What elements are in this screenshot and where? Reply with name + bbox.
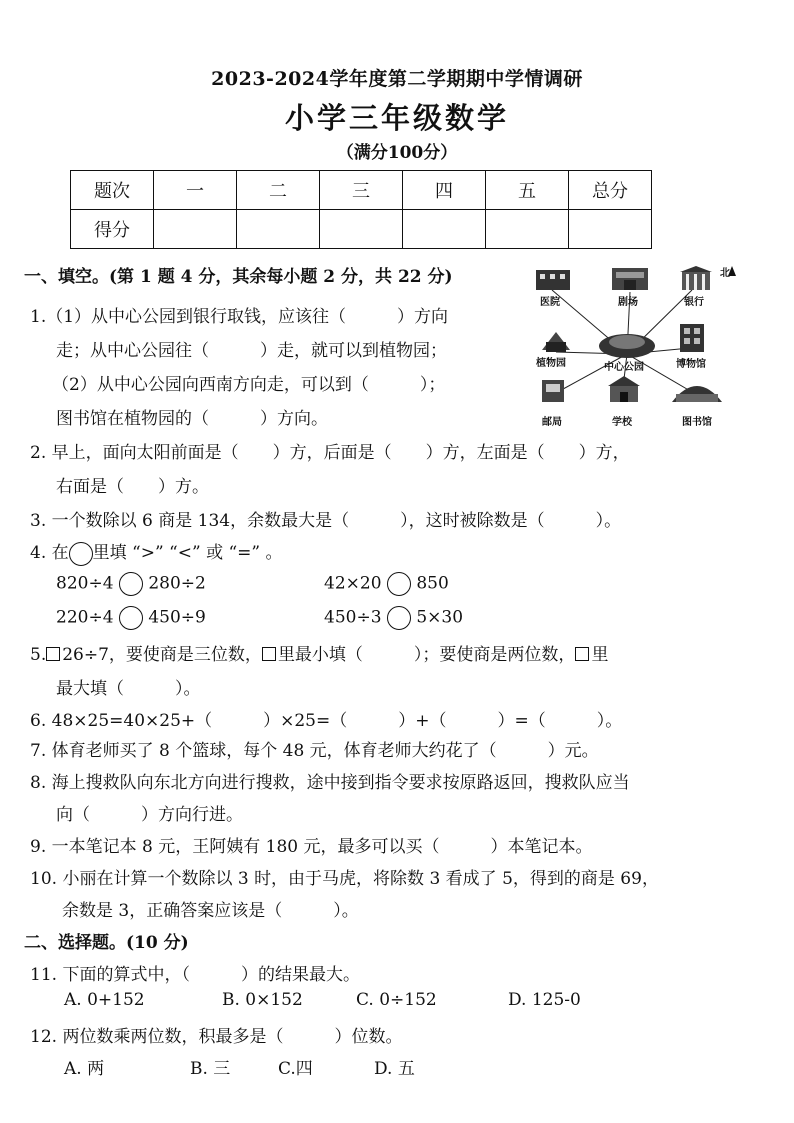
compare-circle-blank[interactable] (119, 606, 143, 630)
question-11: 11. 下面的算式中，（ ）的结果最大。 (30, 965, 360, 985)
compare-right: 280÷2 (148, 573, 206, 594)
blank-square-icon (575, 647, 589, 661)
question-1-line-4: 图书馆在植物园的（ ）方向。 (56, 409, 328, 429)
compare-circle-icon (69, 542, 93, 566)
compare-item (324, 606, 463, 630)
compare-left: 42×20 (324, 573, 382, 594)
score-blank-cell[interactable] (237, 210, 320, 249)
map-label-hospital: 医院 (540, 297, 560, 308)
question-3: 3. 一个数除以 6 商是 134，余数最大是（ ），这时被除数是（ ）。 (30, 511, 622, 531)
compare-right: 5×30 (416, 607, 464, 628)
option-d[interactable]: D. 五 (374, 1059, 415, 1079)
score-table-cell: 得分 (71, 210, 154, 249)
question-1-line-2: 走；从中心公园往（ ）走，就可以到植物园； (56, 341, 447, 361)
question-5-number: 5. (30, 645, 47, 665)
library-building-icon (672, 386, 722, 402)
compare-left: 220÷4 (56, 607, 114, 628)
blank-square-icon (46, 647, 60, 661)
question-5-line-1 (30, 640, 608, 665)
full-score-note: （满分100分） (336, 143, 458, 163)
map-label-center: 中心公园 (604, 362, 644, 373)
map-label-library: 图书馆 (682, 417, 712, 428)
option-a[interactable]: A. 两 (64, 1059, 105, 1079)
score-blank-cell[interactable] (320, 210, 403, 249)
question-4-prompt-b: 里填 “>” “<” 或 “=” 。 (92, 543, 283, 563)
option-a[interactable]: A. 0+152 (64, 990, 145, 1010)
compare-left: 450÷3 (324, 607, 382, 628)
compare-left: 820÷4 (56, 573, 114, 594)
map-label-theater: 剧场 (618, 297, 638, 308)
question-2-line-2: 右面是（ ）方。 (56, 477, 209, 497)
score-blank-cell[interactable] (486, 210, 569, 249)
question-5-text-b: 里最小填（ ）；要使商是两位数， (277, 645, 576, 665)
option-c[interactable]: C. 0÷152 (356, 990, 437, 1010)
option-d[interactable]: D. 125-0 (508, 990, 581, 1010)
compare-circle-blank[interactable] (387, 606, 411, 630)
question-1-line-3: （2）从中心公园向西南方向走，可以到（ ）； (52, 375, 446, 395)
park-direction-map (512, 262, 742, 432)
score-table-cell: 三 (320, 171, 403, 210)
compare-circle-blank[interactable] (387, 572, 411, 596)
exam-title: 2023-2024学年度第二学期期中学情调研 (211, 68, 583, 90)
map-label-school: 学校 (612, 417, 632, 428)
bank-building-icon (680, 266, 712, 290)
map-label-botanical: 植物园 (536, 358, 566, 369)
score-blank-cell[interactable] (403, 210, 486, 249)
compare-item (56, 606, 206, 630)
score-blank-cell[interactable] (154, 210, 237, 249)
map-label-post: 邮局 (542, 417, 562, 428)
school-building-icon (608, 376, 640, 402)
question-9: 9. 一本笔记本 8 元，王阿姨有 180 元，最多可以买（ ）本笔记本。 (30, 837, 593, 857)
post-office-icon (542, 380, 564, 402)
question-4-prompt-a: 4. 在 (30, 543, 69, 563)
compare-item (324, 572, 449, 596)
question-5-line-2: 最大填（ ）。 (56, 679, 201, 699)
question-5-text-a: 26÷7，要使商是三位数， (62, 645, 262, 665)
score-table-cell: 题次 (71, 171, 154, 210)
question-4-prompt (30, 538, 283, 566)
compare-right: 450÷9 (148, 607, 206, 628)
question-12: 12. 两位数乘两位数，积最多是（ ）位数。 (30, 1027, 403, 1047)
question-8-line-1: 8. 海上搜救队向东北方向进行搜救，途中接到指令要求按原路返回，搜救队应当 (30, 773, 630, 793)
question-7: 7. 体育老师买了 8 个篮球，每个 48 元，体育老师大约花了（ ）元。 (30, 741, 599, 761)
score-table (70, 170, 652, 249)
option-b[interactable]: B. 三 (190, 1059, 231, 1079)
option-c[interactable]: C.四 (278, 1059, 313, 1079)
blank-square-icon (262, 647, 276, 661)
hospital-building-icon (536, 270, 570, 290)
score-table-cell: 四 (403, 171, 486, 210)
section-1-heading: 一、填空。(第 1 题 4 分，其余每小题 2 分，共 22 分) (24, 267, 453, 287)
question-10-line-1: 10. 小丽在计算一个数除以 3 时，由于马虎，将除数 3 看成了 5，得到的商是 69， (30, 869, 659, 889)
score-table-header-row (71, 171, 652, 210)
map-graphic (512, 262, 742, 432)
compare-item (56, 572, 206, 596)
question-8-line-2: 向（ ）方向行进。 (56, 805, 243, 825)
question-10-line-2: 余数是 3，正确答案应该是（ ）。 (62, 901, 359, 921)
compare-right: 850 (416, 573, 449, 594)
score-table-cell: 一 (154, 171, 237, 210)
center-park-icon (599, 334, 655, 358)
question-1-line-1: 1.（1）从中心公园到银行取钱，应该往（ ）方向 (30, 307, 449, 327)
subject-title: 小学三年级数学 (284, 101, 509, 135)
score-table-cell: 总分 (569, 171, 652, 210)
theater-building-icon (612, 268, 648, 290)
compare-circle-blank[interactable] (119, 572, 143, 596)
map-north-label: 北 (720, 268, 730, 279)
map-label-museum: 博物馆 (676, 359, 706, 370)
section-2-heading: 二、选择题。(10 分) (24, 933, 189, 953)
score-table-score-row (71, 210, 652, 249)
map-label-bank: 银行 (684, 297, 704, 308)
question-5-text-c: 里 (591, 645, 609, 665)
question-2-line-1: 2. 早上，面向太阳前面是（ ）方，后面是（ ）方，左面是（ ）方， (30, 443, 630, 463)
score-table-cell: 二 (237, 171, 320, 210)
score-blank-cell[interactable] (569, 210, 652, 249)
score-table-cell: 五 (486, 171, 569, 210)
museum-building-icon (680, 324, 704, 352)
question-6: 6. 48×25=40×25+（ ）×25=（ ）+（ ）=（ ）。 (30, 711, 623, 731)
botanical-garden-icon (542, 332, 570, 352)
option-b[interactable]: B. 0×152 (222, 990, 303, 1010)
